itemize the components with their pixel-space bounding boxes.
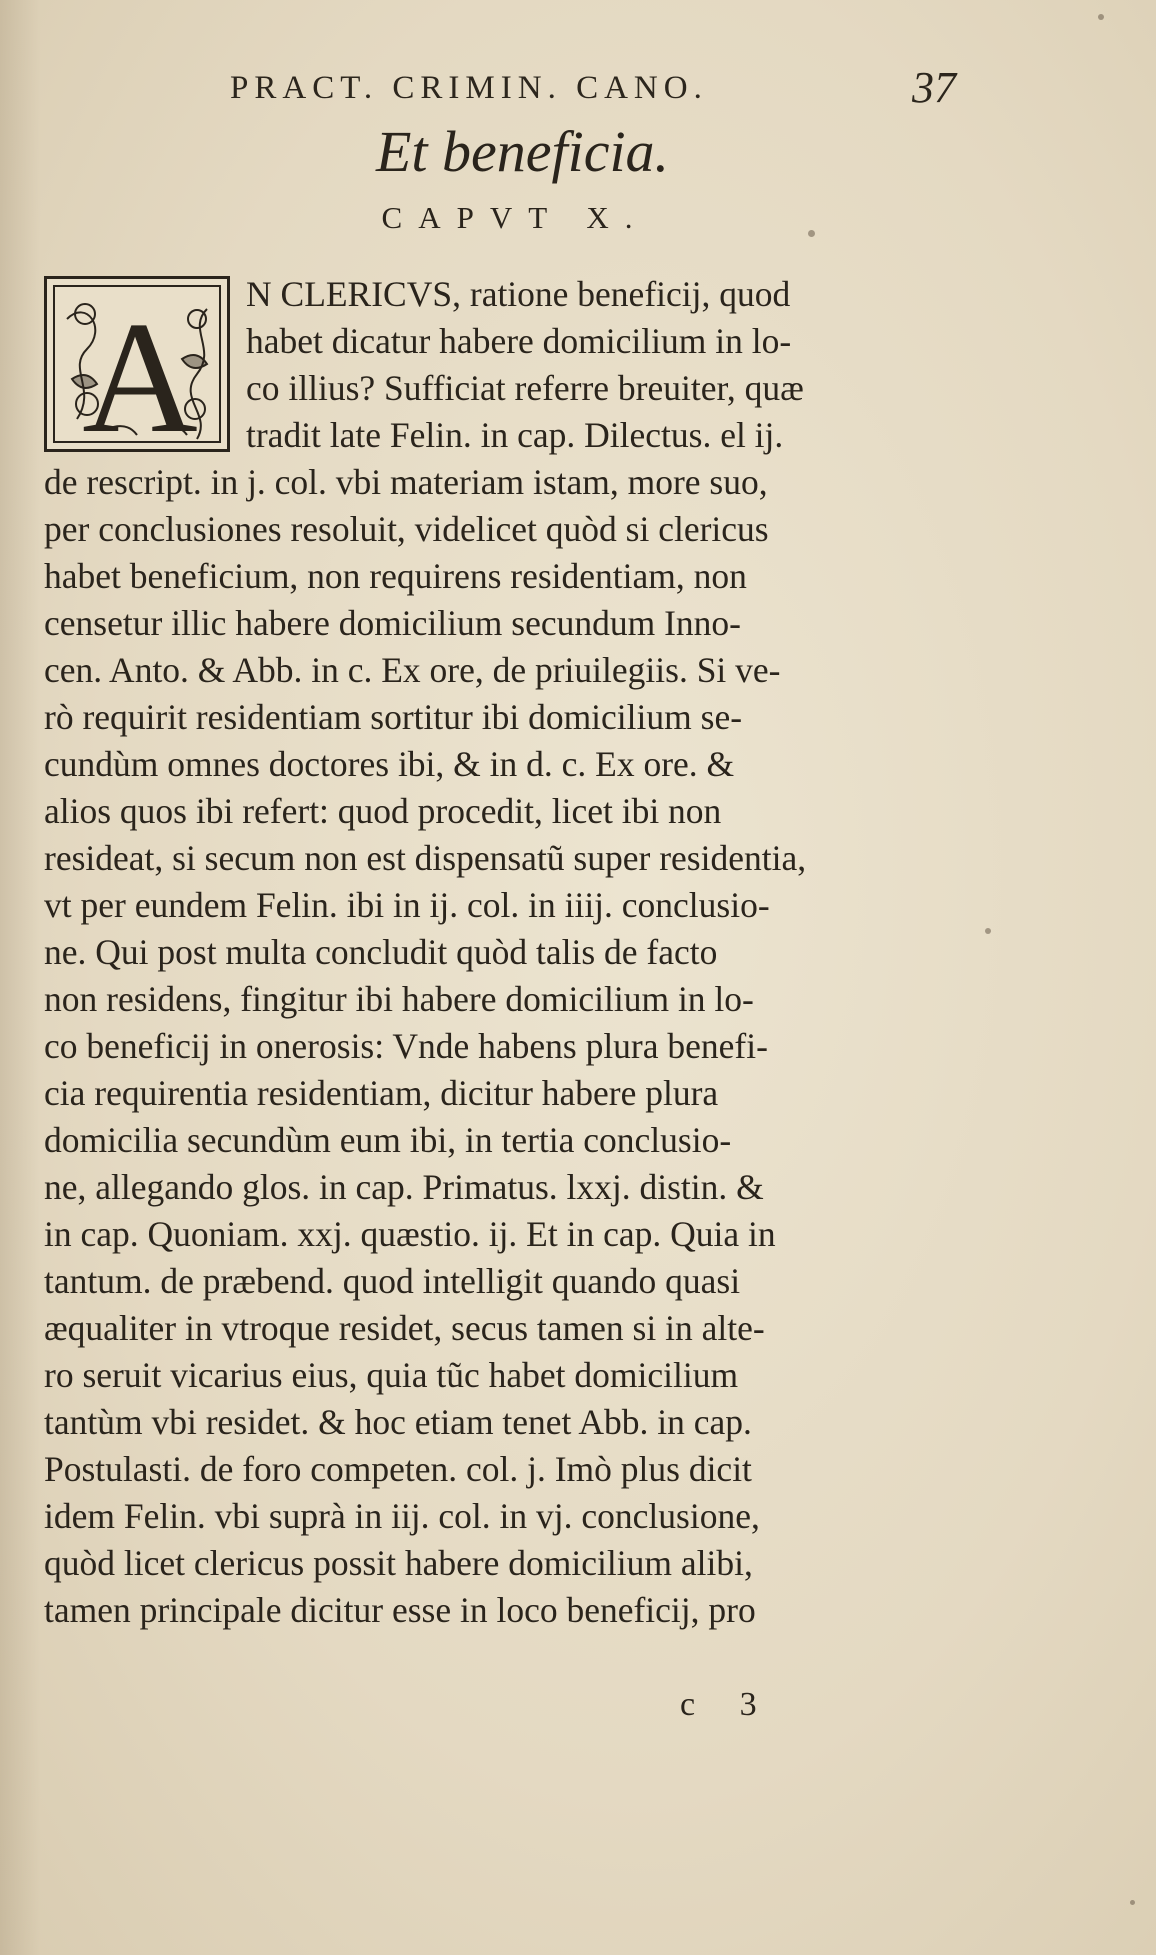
text-line: æqualiter in vtroque residet, secus tamen si in alte- — [44, 1308, 765, 1348]
text-line: Postulasti. de foro competen. col. j. Imò plus dicit — [44, 1449, 752, 1489]
running-head: PRACT. CRIMIN. CANO. — [230, 70, 708, 106]
text-line: rò requirit residentiam sortitur ibi domicilium se- — [44, 697, 743, 737]
page-number: 37 — [912, 63, 956, 112]
text-line: cen. Anto. & Abb. in c. Ex ore, de priuilegiis. Si ve- — [44, 650, 781, 690]
text-line: non residens, fingitur ibi habere domicilium in lo- — [44, 979, 754, 1019]
paper-speck — [985, 928, 991, 934]
text-line: tamen principale dicitur esse in loco beneficij, pro — [44, 1590, 756, 1630]
text-line: domicilia secundùm eum ibi, in tertia conclusio- — [44, 1120, 732, 1160]
text-line: per conclusiones resoluit, videlicet quòd si clericus — [44, 509, 769, 549]
paper-speck — [1098, 14, 1104, 20]
text-line: tantum. de præbend. quod intelligit quando quasi — [44, 1261, 741, 1301]
text-line: cundùm omnes doctores ibi, & in d. c. Ex ore. & — [44, 744, 735, 784]
paper-speck — [808, 230, 815, 237]
text-line: de rescript. in j. col. vbi materiam istam, more suo, — [44, 462, 768, 502]
text-line: quòd licet clericus possit habere domicilium alibi, — [44, 1543, 753, 1583]
text-line: alios quos ibi refert: quod procedit, licet ibi non — [44, 791, 722, 831]
floral-ornament-icon — [47, 279, 233, 455]
text-line: censetur illic habere domicilium secundum Inno- — [44, 603, 741, 643]
text-line: tantùm vbi residet. & hoc etiam tenet Abb. in cap. — [44, 1402, 752, 1442]
decorated-initial — [44, 276, 230, 455]
text-line: cia requirentia residentiam, dicitur habere plura — [44, 1073, 719, 1113]
signature-mark: c 3 — [680, 1686, 775, 1723]
text-line: co beneficij in onerosis: Vnde habens plura benefi- — [44, 1026, 768, 1066]
text-line: in cap. Quoniam. xxj. quæstio. ij. Et in cap. Quia in — [44, 1214, 776, 1254]
text-line: vt per eundem Felin. ibi in ij. col. in iiij. conclusio- — [44, 885, 770, 925]
gutter-shadow — [0, 0, 40, 1955]
text-line: ne. Qui post multa concludit quòd talis de facto — [44, 932, 718, 972]
text-line: co illius? Sufficiat referre breuiter, quæ — [246, 368, 804, 408]
text-line: habet dicatur habere domicilium in lo- — [246, 321, 792, 361]
text-line: N CLERICVS, ratione beneficij, quod — [246, 274, 791, 314]
text-line: tradit late Felin. in cap. Dilectus. el ij. — [246, 415, 784, 455]
section-title: Et beneficia. — [375, 119, 670, 184]
initial-letter: A — [82, 288, 198, 455]
text-line: ne, allegando glos. in cap. Primatus. lxxj. distin. & — [44, 1167, 764, 1207]
text-line: habet beneficium, non requirens residentiam, non — [44, 556, 747, 596]
text-line: idem Felin. vbi suprà in iij. col. in vj. conclusione, — [44, 1496, 760, 1536]
paper-speck — [1130, 1900, 1135, 1905]
text-line: resideat, si secum non est dispensatũ super residentia, — [44, 838, 807, 878]
text-line: ro seruit vicarius eius, quia tũc habet domicilium — [44, 1355, 739, 1395]
chapter-heading: CAPVT X. — [381, 200, 649, 235]
